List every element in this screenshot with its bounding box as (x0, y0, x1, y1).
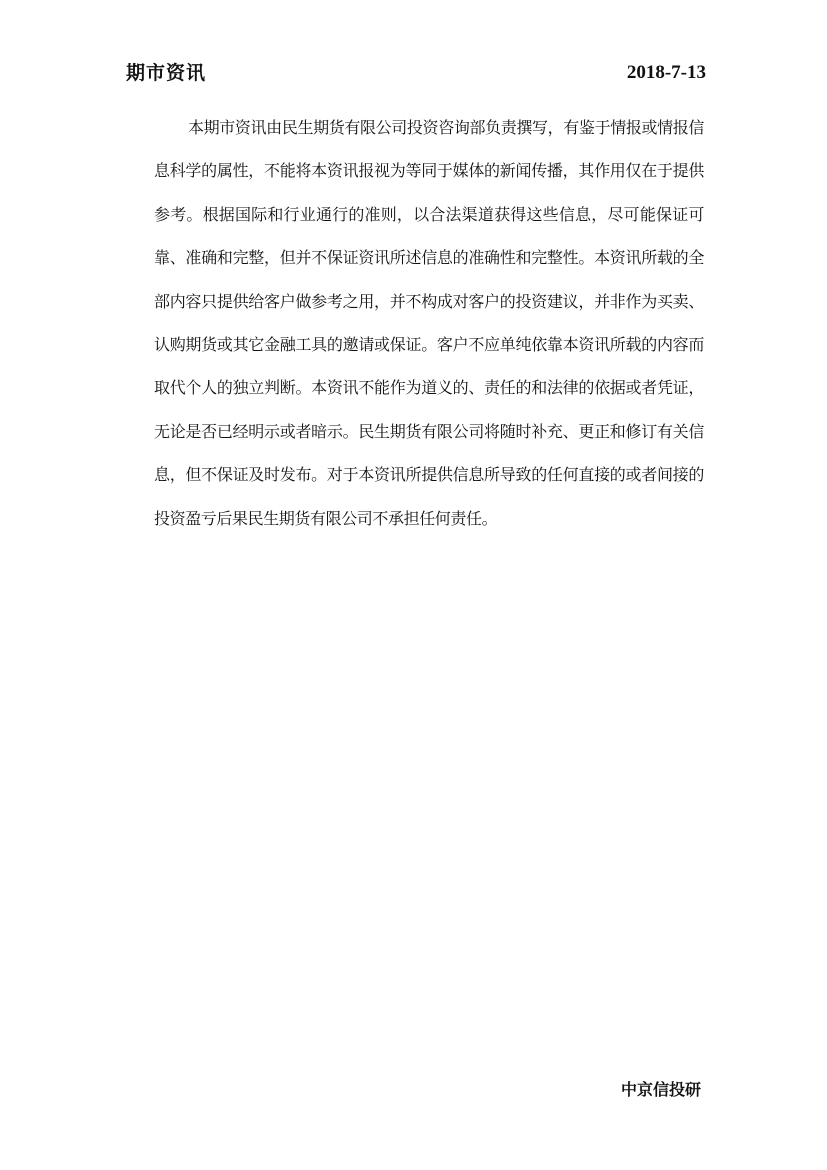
report-date: 2018-7-13 (626, 62, 706, 83)
disclaimer-paragraph: 本期市资讯由民生期货有限公司投资咨询部负责撰写，有鉴于情报或情报信息科学的属性，不能将本资讯报视为等同于媒体的新闻传播，其作用仅在于提供参考。根据国际和行业通行的准则，以合法渠道获得这些信息，尽可能保证可靠、准确和完整，但并不保证资讯所述信息的准确性和完整性。本资讯所载的全部内容只提供给客户做参考之用，并不构成对客户的投资建议，并非作为买卖、认购期货或其它金融工具的邀请或保证。客户不应单纯依靠本资讯所载的内容而取代个人的独立判断。本资讯不能作为道义的、责任的和法律的依据或者凭证，无论是否已经明示或者暗示。民生期货有限公司将随时补充、更正和修订有关信息，但不保证及时发布。对于本资讯所提供信息所导致的任何直接的或者间接的投资盈亏后果民生期货有限公司不承担任何责任。 (154, 118, 704, 528)
footer-brand: 中京信投研 (620, 1080, 701, 1099)
page-title: 期市资讯 (126, 62, 207, 84)
